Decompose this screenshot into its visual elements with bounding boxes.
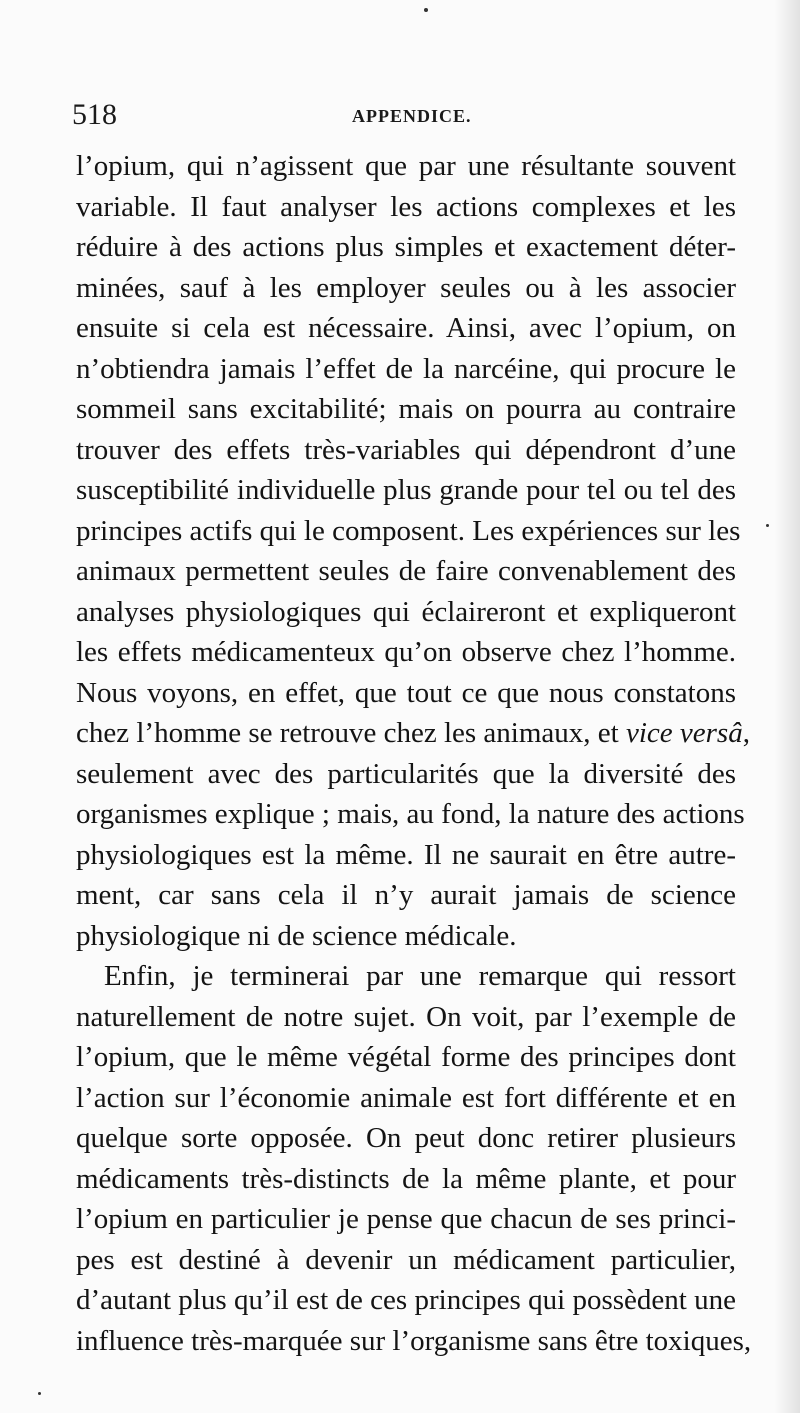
text-roman: chez l’homme se retrouve chez les animaux, et [76, 717, 619, 749]
page-number: 518 [72, 98, 117, 131]
body-text [76, 146, 752, 1361]
text-line: Nous voyons, en effet, que tout ce que nous constatons [76, 676, 736, 709]
text-line-paragraph-start: Enfin, je terminerai par une remarque qui ressort [104, 960, 736, 992]
print-speck [38, 1392, 41, 1395]
text-line: animaux permettent seules de faire convenablement des [76, 555, 736, 587]
text-line: ment, car sans cela il n’y aurait jamais de science [76, 879, 736, 911]
text-line: physiologiques est la même. Il ne saurait en être autre- [76, 838, 736, 871]
running-head: APPENDICE. [352, 106, 472, 126]
text-line: naturellement de notre sujet. On voit, par l’exemple de [76, 1000, 736, 1033]
text-line: quelque sorte opposée. On peut donc retirer plusieurs [76, 1122, 736, 1154]
text-line: susceptibilité individuelle plus grande pour tel ou tel des [76, 474, 736, 506]
text-line: organismes explique ; mais, au fond, la nature des actions [76, 798, 745, 830]
text-line: pes est destiné à devenir un médicament particulier, [76, 1243, 736, 1276]
text-line-paragraph-end: physiologique ni de science médicale. [76, 919, 517, 952]
text-line: sommeil sans excitabilité; mais on pourra au contraire [76, 393, 736, 425]
text-line: seulement avec des particularités que la diversité des [76, 757, 736, 790]
text-line: influence très-marquée sur l’organisme sans être toxiques, [76, 1324, 752, 1357]
text-line: l’opium, que le même végétal forme des principes dont [76, 1041, 736, 1073]
text-line-mixed [76, 713, 750, 754]
page-edge-shadow [774, 0, 800, 1413]
text-line: l’opium, qui n’agissent que par une résultante souvent [76, 150, 736, 182]
text-line: minées, sauf à les employer seules ou à les associer [76, 271, 736, 304]
text-line: variable. Il faut analyser les actions complexes et les [76, 190, 736, 223]
print-speck [424, 8, 428, 12]
text-punct: , [742, 717, 750, 749]
text-line: trouver des effets très-variables qui dépendront d’une [76, 433, 736, 466]
text-line: réduire à des actions plus simples et exactement déter- [76, 231, 736, 263]
text-line: médicaments très-distincts de la même plante, et pour [76, 1162, 736, 1195]
text-line: les effets médicamenteux qu’on observe chez l’homme. [76, 636, 736, 668]
text-line: l’action sur l’économie animale est fort différente et en [76, 1081, 736, 1114]
text-line: d’autant plus qu’il est de ces principes qui possèdent une [76, 1284, 736, 1316]
text-line: n’obtiendra jamais l’effet de la narcéine, qui procure le [76, 352, 736, 385]
text-line: analyses physiologiques qui éclaireront et expliqueront [76, 595, 736, 628]
print-speck [766, 524, 769, 527]
text-line: ensuite si cela est nécessaire. Ainsi, avec l’opium, on [76, 312, 736, 344]
text-line: principes actifs qui le composent. Les expériences sur les [76, 514, 741, 547]
text-italic: vice versâ [625, 717, 743, 749]
text-line: l’opium en particulier je pense que chacun de ses princi- [76, 1203, 736, 1235]
